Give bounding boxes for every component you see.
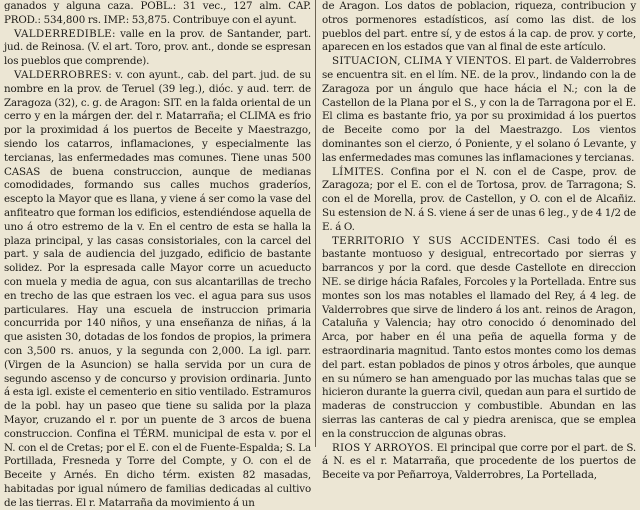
entry-text: : valle en la prov. de Santander, part. jud. de Reinosa. (V. el art. Toro, prov. ant., donde se espresan los pueblos que comprende). xyxy=(4,27,311,68)
dictionary-entry xyxy=(322,166,636,235)
dictionary-entry xyxy=(4,28,311,69)
entry-headword: TERRITORIO Y SUS ACCIDENTES. xyxy=(332,234,540,247)
entry-text: El principal que corre por el part. de S. á N. es el r. Matarraña, que procedente de los puertos de Beceite va por Peñarroya, Valderrobres, La Portellada, xyxy=(322,441,636,482)
entry-headword: VALDERROBRES xyxy=(14,68,109,81)
continued-paragraph xyxy=(4,0,311,28)
entry-text: Confina por el N. con el de Caspe, prov. de Zaragoza; por el E. con el de Tortosa, prov. de Tarragona; S. con el de Morella, prov. de Castellon, y O. con el de Alcañiz. Su estension de N. á S. viene á ser de unas 6 leg., y de 4 1/2 de E. á O. xyxy=(322,165,636,233)
column-divider xyxy=(315,0,316,447)
left-column xyxy=(4,0,311,509)
entry-headword: LÍMITES. xyxy=(332,165,385,178)
entry-text: El part. de Valderrobres se encuentra sit. en el lím. NE. de la prov., lindando con la de Zaragoza por un ángulo que hace hácia el N.; con la de Castellon de la Plana por el S., y con la de Tarragona por el E. El clima es bastante frio, ya por su proximidad á los puertos de Beceite como por la del Maestrazgo. Los vientos dominantes son el cierzo, ó Poniente, y el solano ó Levante, y las enfermedades mas comunes las inflamaciones y tercianas. xyxy=(322,55,636,164)
dictionary-entry xyxy=(322,235,636,442)
entry-text: ganados y alguna caza. POBL.: 31 vec., 127 alm. CAP. PROD.: 534,800 rs. IMP.: 53,875. Contribuye con el ayunt. xyxy=(4,0,311,26)
dictionary-entry xyxy=(322,442,636,483)
entry-text: : v. con ayunt., cab. del part. jud. de su nombre en la prov. de Teruel (39 leg.), dióc. y aud. terr. de Zaragoza (32), c. g. de Aragon: SIT. en la falda oriental de un cerro y en la márgen der. del r. Matarraña; el CLIMA es frio por la proximidad á los puertos de Beceite y Maestrazgo, siendo los catarros, inflamaciones, y especialmente las tercianas, las enfermedades mas comunes. Tiene unas 500 CASAS de buena construccion, aunque de medianas comodidades, formando sus calles muchos graderíos, escepto la Mayor que es llana, y viene á ser como la vase del anfiteatro que forman los edificios, estendiéndose aquella de uno á otro estremo de la v. En el centro de esta se halla la plaza principal, y las casas consistoriales, con la carcel del part. y sala de audiencia del juzgado, edificio de bastante solidez. Por la espresada calle Mayor corre un acueducto con muela y media de agua, con sus alcantarillas de trecho en trecho de las que estraen los vec. el agua para sus usos particulares. Hay una escuela de instruccion primaria concurrida por 140 niños, y una enseñanza de niñas, á la que asisten 30, dotadas de los fondos de propios, la primera con 3,500 rs. anuos, y la segunda con 2,000. La igl. parr. (Virgen de la Asuncion) se halla servida por un cura de segundo ascenso y de concurso y provision ordinaria. Junto á esta igl. existe el cementerio en sitio ventilado. Estramuros de la pobl. hay un paseo que tiene su salida por la plaza Mayor, cruzando el r. por un puente de 3 arcos de buena construccion. Confina el TÉRM. municipal de esta v. por el N. con el de Cretas; por el E. con el de Fuente-Espalda; S. La Portillada, Fresneda y Torre del Compte, y O. con el de Beceite y Arnés. En dicho térm. existen 82 masadas, habitadas por igual número de familias dedicadas al cultivo de las tierras. El r. Matarraña da movimiento á un xyxy=(4,68,311,509)
entry-headword: VALDERREDIBLE xyxy=(14,27,112,40)
entry-text: de Aragon. Los datos de poblacion, riqueza, contribucion y otros pormenores estadísticos, así como las dist. de los pueblos del part. entre sí, y de estos á la cap. de prov. y corte, aparecen en los estados que van al final de este artículo. xyxy=(322,0,636,54)
dictionary-entry xyxy=(4,69,311,510)
entry-text: Casi todo él es bastante montuoso y desigual, entrecortado por sierras y barrancos y por la cord. que desde Castellote en direccion NE. se dirige hácia Rafales, Forcoles y la Portellada. Entre sus montes son los mas notables el llamado del Rey, á 4 leg. de Valderrobres que sirve de lindero á los ant. reinos de Aragon, Cataluña y Valencia; hay otro conocido ó denominado del Arca, por haber en él una peña de aquella forma y de estraordinaria magnitud. Tanto estos montes como los demas del part. estan poblados de pinos y otros árboles, que aunque en su número se han amenguado por las muchas talas que se hicieron durante la guerra civil, quedan aun para el surtido de maderas de construccion y combustible. Abundan en las sierras las canteras de cal y piedra arenisca, que se emplea en la construccion de algunas obras. xyxy=(322,234,636,440)
entry-headword: RIOS Y ARROYOS. xyxy=(332,441,434,454)
entry-headword: SITUACION, CLIMA Y VIENTOS. xyxy=(332,55,512,68)
right-column xyxy=(322,0,636,482)
dictionary-entry xyxy=(322,55,636,165)
continued-paragraph xyxy=(322,0,636,55)
